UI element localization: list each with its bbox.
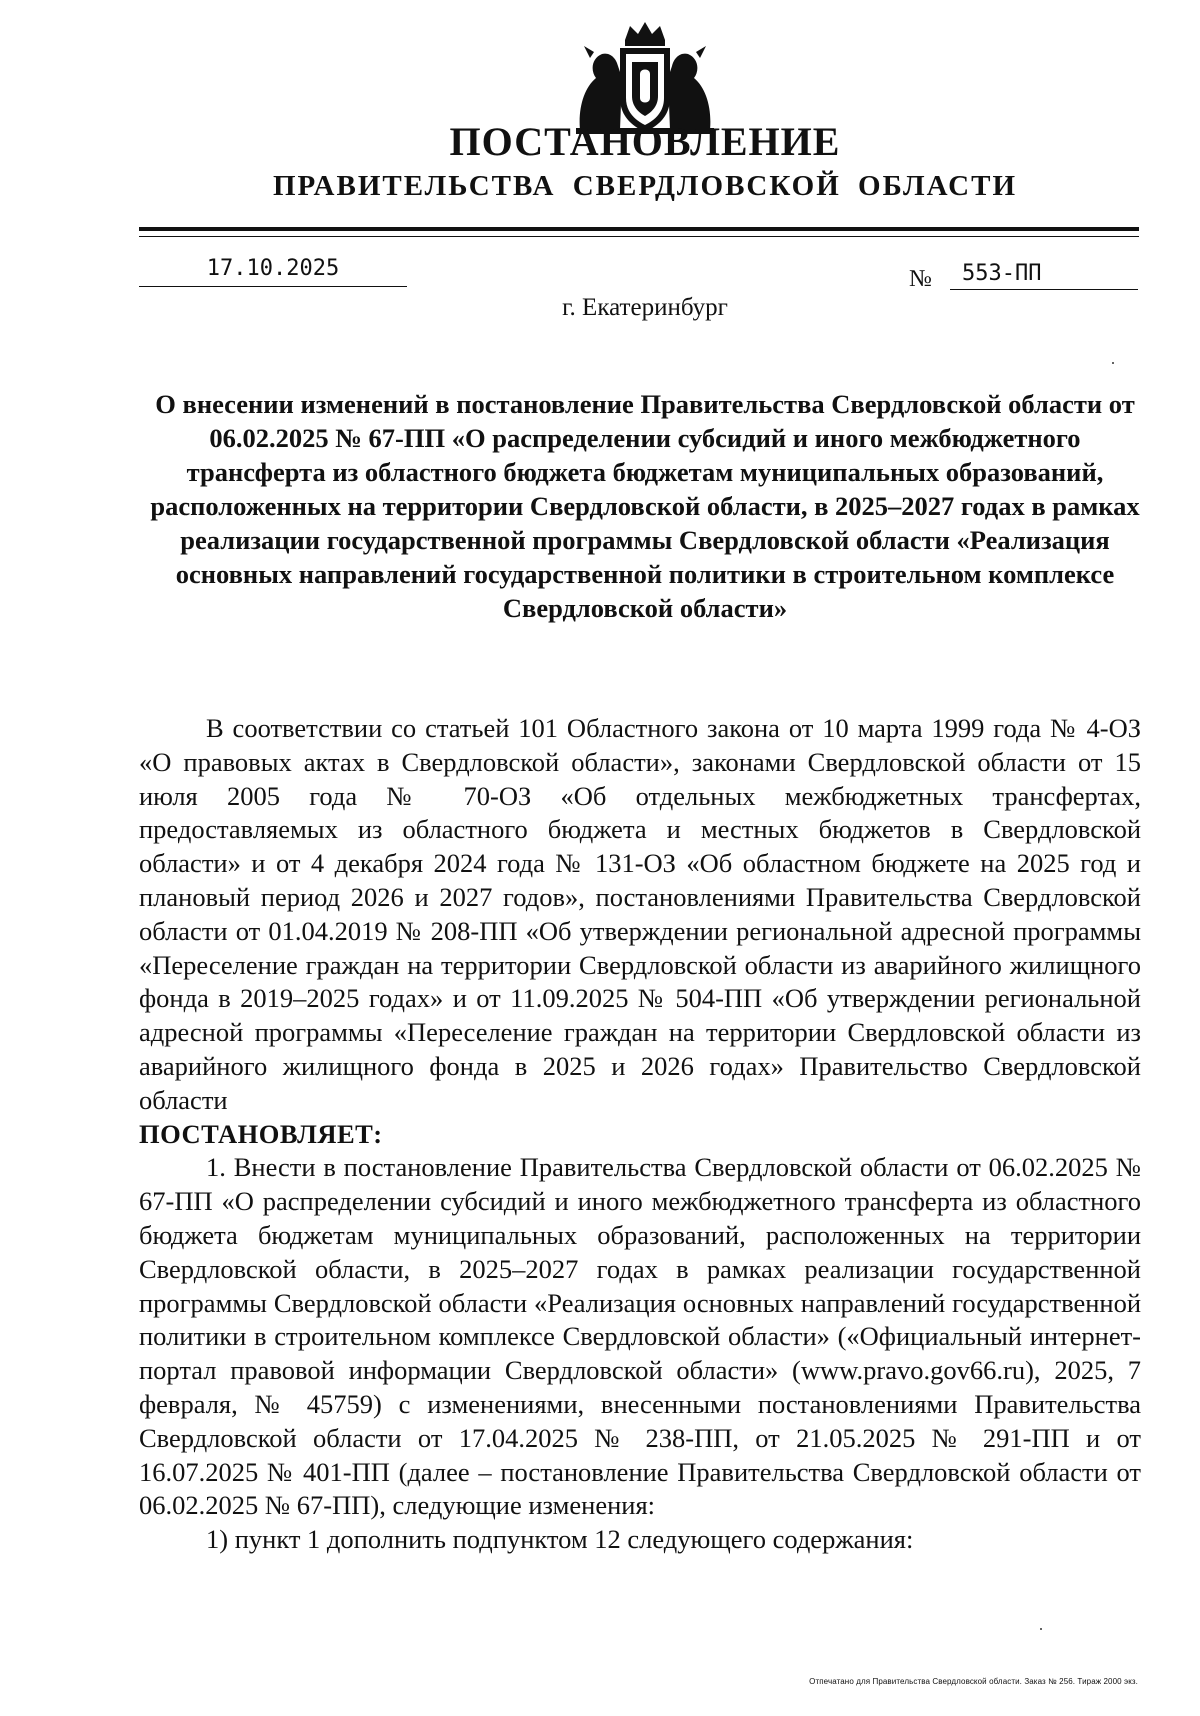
- document-body: [139, 712, 1141, 1557]
- scan-speck: [1040, 1628, 1042, 1630]
- document-date: 17.10.2025: [139, 252, 407, 287]
- subitem-1-paragraph: 1) пункт 1 дополнить подпунктом 12 следующего содержания:: [206, 1524, 914, 1555]
- header-divider-thick: [139, 227, 1139, 231]
- header-divider-thin: [139, 236, 1139, 237]
- preamble-paragraph: В соответствии со статьей 101 Областного закона от 10 марта 1999 года № 4-ОЗ «О правовых актах в Свердловской области», законами Свердловской области от 15 июля 2005 года № 70-ОЗ «Об отдельных межбюджетных трансфертах, предоставляемых из областного бюджета и местных бюджетов в Свердловской области» и от 4 декабря 2024 года № 131-ОЗ «Об областном бюджете на 2025 год и плановый период 2026 и 2027 годов», постановлениями Правительства Свердловской области от 01.04.2019 № 208-ПП «Об утверждении региональной адресной программы «Переселение граждан на территории Свердловской области из аварийного жилищного фонда в 2019–2025 годах» и от 11.09.2025 № 504-ПП «Об утверждении региональной адресной программы «Переселение граждан на территории Свердловской области из аварийного жилищного фонда в 2025 и 2026 годах» Правительство Свердловской области: [139, 713, 1141, 1115]
- document-number: 553-ПП: [950, 258, 1138, 290]
- item-1-paragraph: 1. Внести в постановление Правительства Свердловской области от 06.02.2025 № 67-ПП «О распределении субсидий и иного межбюджетного трансферта из областного бюджета бюджетам муниципальных образований, расположенных на территории Свердловской области, в 2025–2027 годах в рамках реализации государственной программы Свердловской области «Реализация основных направлений государственной политики в строительном комплексе Свердловской области» («Официальный интернет-портал правовой информации Свердловской области» (www.pravo.gov66.ru), 2025, 7 февраля, № 45759) с изменениями, внесенными постановлениями Правительства Свердловской области от 17.04.2025 № 238-ПП, от 21.05.2025 № 291-ПП и от 16.07.2025 № 401-ПП (далее – постановление Правительства Свердловской области от 06.02.2025 № 67-ПП), следующие изменения:: [139, 1152, 1141, 1521]
- document-city: г. Екатеринбург: [562, 294, 728, 321]
- document-type: ПОСТАНОВЛЕНИЕ: [449, 119, 841, 164]
- document-issuer: ПРАВИТЕЛЬСТВА СВЕРДЛОВСКОЙ ОБЛАСТИ: [272, 170, 1018, 202]
- document-title: О внесении изменений в постановление Правительства Свердловской области от 06.02.2025 № 67-ПП «О распределении субсидий и иного межбюджетного трансферта из областного бюджета бюджетам муниципальных образований, расположенных на территории Свердловской области, в 2025–2027 годах в рамках реализации государственной программы Свердловской области «Реализация основных направлений государственной политики в строительном комплексе Свердловской области»: [150, 389, 1140, 623]
- print-footer: Отпечатано для Правительства Свердловской области. Заказ № 256. Тираж 2000 экз.: [809, 1677, 1138, 1686]
- decree-word: ПОСТАНОВЛЯЕТ:: [139, 1118, 383, 1149]
- number-label: №: [909, 266, 932, 292]
- scan-speck: [1112, 362, 1114, 364]
